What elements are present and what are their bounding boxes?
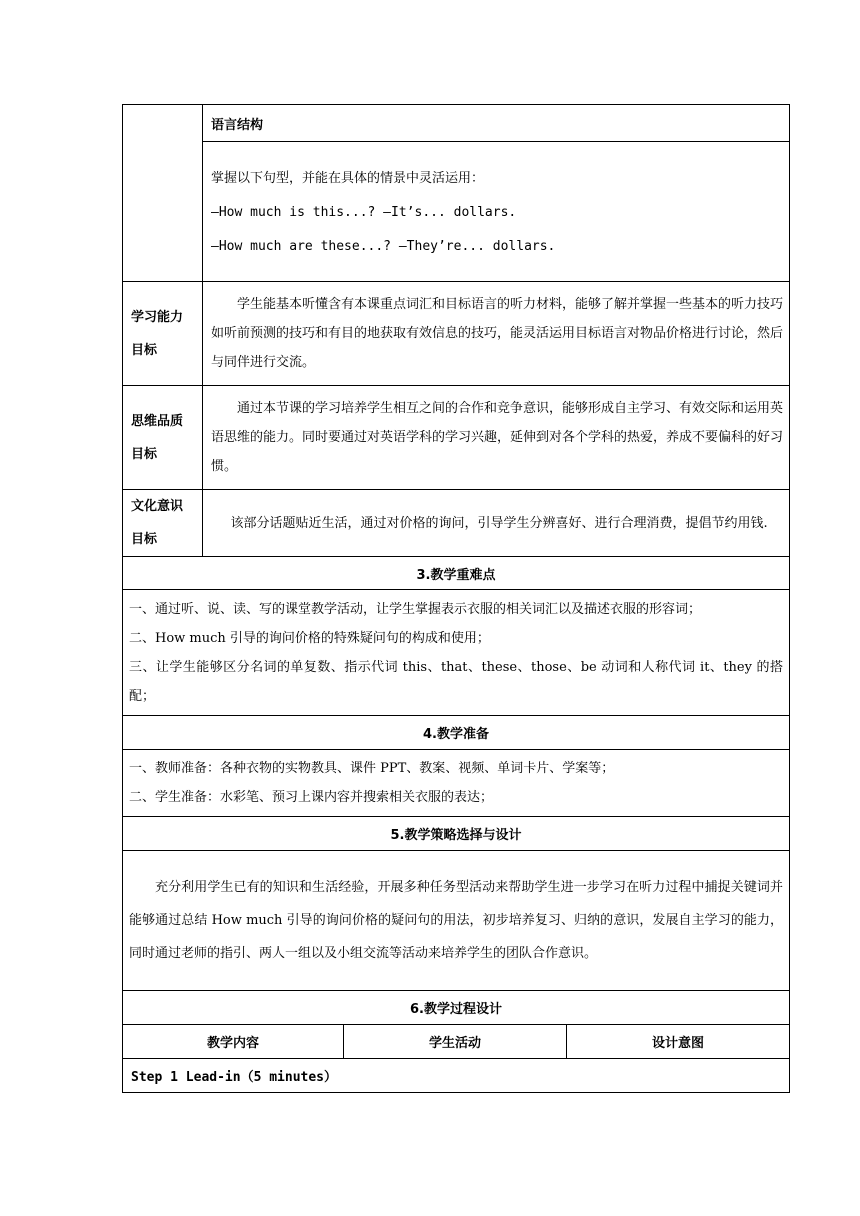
step-1-row: Step 1 Lead-in（5 minutes）: [123, 1059, 790, 1093]
section-4-body: [123, 750, 790, 817]
preparation-teacher: 一、教师准备：各种衣物的实物教具、课件 PPT、教案、视频、单词卡片、学案等；: [129, 761, 615, 776]
label-line-2: 目标: [131, 446, 158, 462]
column-header-content: 教学内容: [123, 1025, 344, 1059]
sentence-pattern-2: —How much are these...? —They’re... dollars.: [211, 239, 556, 254]
section-3-body: [123, 590, 790, 716]
label-line-1: 文化意识: [131, 499, 184, 514]
column-header-student-activity: 学生活动: [344, 1025, 567, 1059]
section-4-title: 4.教学准备: [123, 716, 790, 750]
column-header-design-intent: 设计意图: [567, 1025, 790, 1059]
label-line-1: 学习能力: [131, 309, 184, 325]
key-point-2: 二、How much 引导的询问价格的特殊疑问句的构成和使用；: [129, 630, 490, 646]
sentence-pattern-1: —How much is this...? —It’s... dollars.: [211, 205, 517, 220]
learning-ability-text: 学生能基本听懂含有本课重点词汇和目标语言的听力材料，能够了解并掌握一些基本的听力技巧如听前预测的技巧和有目的地获取有效信息的技巧，能灵活运用目标语言对物品价格进行讨论，然后与同伴进行交流。: [203, 282, 790, 386]
thinking-quality-label: [123, 386, 203, 490]
preparation-student: 二、学生准备：水彩笔、预习上课内容并搜索相关衣服的表达；: [129, 790, 494, 805]
empty-label-cell: [123, 105, 203, 282]
section-5-text: 充分利用学生已有的知识和生活经验，开展多种任务型活动来帮助学生进一步学习在听力过程中捕捉关键词并能够通过总结 How much 引导的询问价格的疑问句的用法，初步培养复习、归纳的意识，发展自主学习的能力，同时通过老师的指引、两人一组以及小组交流等活动来培养学生的团队合作意识。: [123, 851, 790, 991]
section-3-title: 3.教学重难点: [123, 557, 790, 590]
label-line-1: 思维品质: [131, 413, 184, 429]
lesson-plan-table: [122, 104, 790, 1093]
key-point-3: 三、让学生能够区分名词的单复数、指示代词 this、that、these、those、be 动词和人称代词 it、they 的搭配；: [129, 659, 784, 704]
section-6-title: 6.教学过程设计: [123, 991, 790, 1025]
section-5-title: 5.教学策略选择与设计: [123, 817, 790, 851]
thinking-quality-text: 通过本节课的学习培养学生相互之间的合作和竞争意识，能够形成自主学习、有效交际和运用英语思维的能力。同时要通过对英语学科的学习兴趣，延伸到对各个学科的热爱，养成不要偏科的好习惯。: [203, 386, 790, 490]
label-line-2: 目标: [131, 342, 158, 358]
language-structure-body: [203, 142, 790, 282]
label-line-2: 目标: [131, 532, 158, 547]
language-structure-heading: 语言结构: [203, 105, 790, 142]
learning-ability-label: [123, 282, 203, 386]
key-point-1: 一、通过听、说、读、写的课堂教学活动，让学生掌握表示衣服的相关词汇以及描述衣服的形容词；: [129, 601, 702, 617]
language-structure-intro: 掌握以下句型，并能在具体的情景中灵活运用：: [211, 171, 485, 186]
cultural-awareness-text: 该部分话题贴近生活，通过对价格的询问，引导学生分辨喜好、进行合理消费，提倡节约用钱.: [203, 490, 790, 557]
cultural-awareness-label: [123, 490, 203, 557]
